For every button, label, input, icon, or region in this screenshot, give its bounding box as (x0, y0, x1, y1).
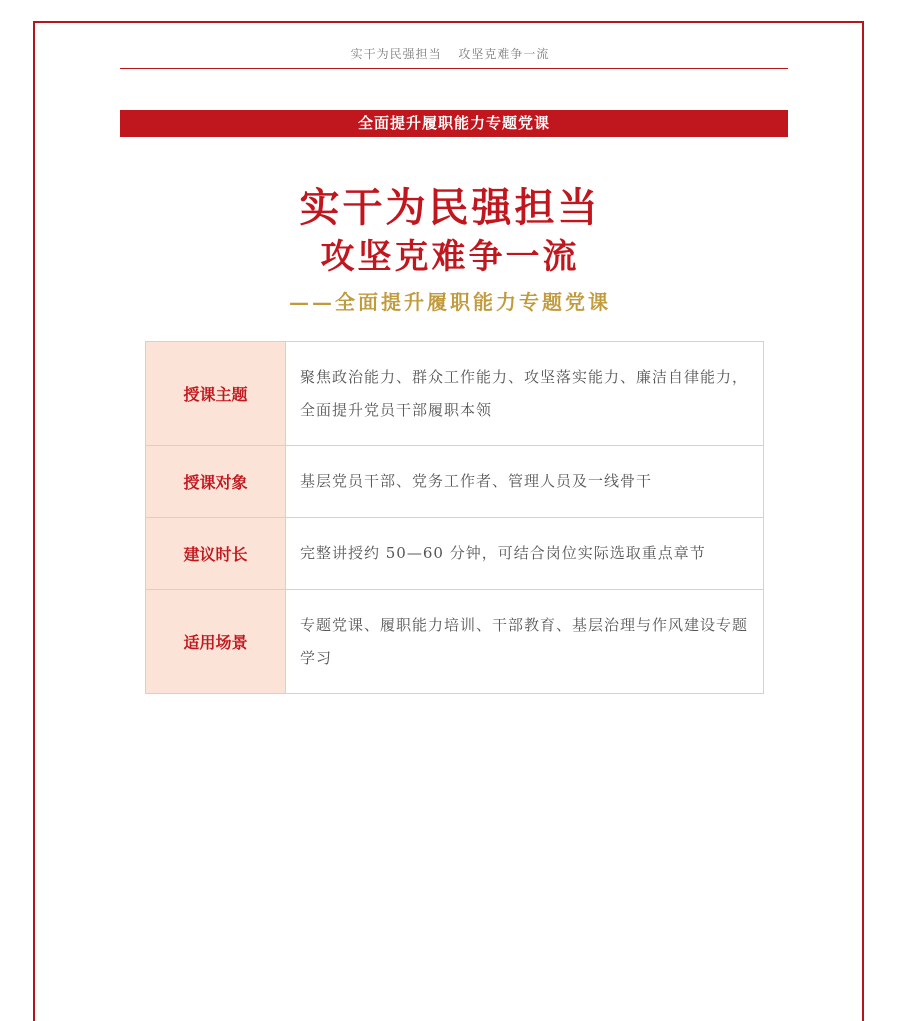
row-value: 聚焦政治能力、群众工作能力、攻坚落实能力、廉洁自律能力，全面提升党员干部履职本领 (286, 342, 764, 446)
main-title-line2: 攻坚克难争一流 (320, 237, 580, 277)
header-rule (120, 68, 788, 69)
running-header (0, 45, 900, 62)
course-info-table (145, 341, 764, 694)
table-row (146, 590, 764, 694)
row-label: 建议时长 (146, 518, 286, 590)
row-value: 专题党课、履职能力培训、干部教育、基层治理与作风建设专题学习 (286, 590, 764, 694)
row-value: 完整讲授约 50—60 分钟，可结合岗位实际选取重点章节 (286, 518, 764, 590)
main-title-line1: 实干为民强担当 (299, 185, 601, 231)
section-banner: 全面提升履职能力专题党课 (120, 110, 788, 137)
row-label: 适用场景 (146, 590, 286, 694)
table-row (146, 518, 764, 590)
running-header-left: 实干为民强担当 (350, 47, 442, 61)
table-row (146, 446, 764, 518)
table-row (146, 342, 764, 446)
main-subtitle: ——全面提升履职能力专题党课 (289, 290, 611, 314)
running-header-right: 攻坚克难争一流 (458, 47, 550, 61)
row-value: 基层党员干部、党务工作者、管理人员及一线骨干 (286, 446, 764, 518)
row-label: 授课主题 (146, 342, 286, 446)
row-label: 授课对象 (146, 446, 286, 518)
